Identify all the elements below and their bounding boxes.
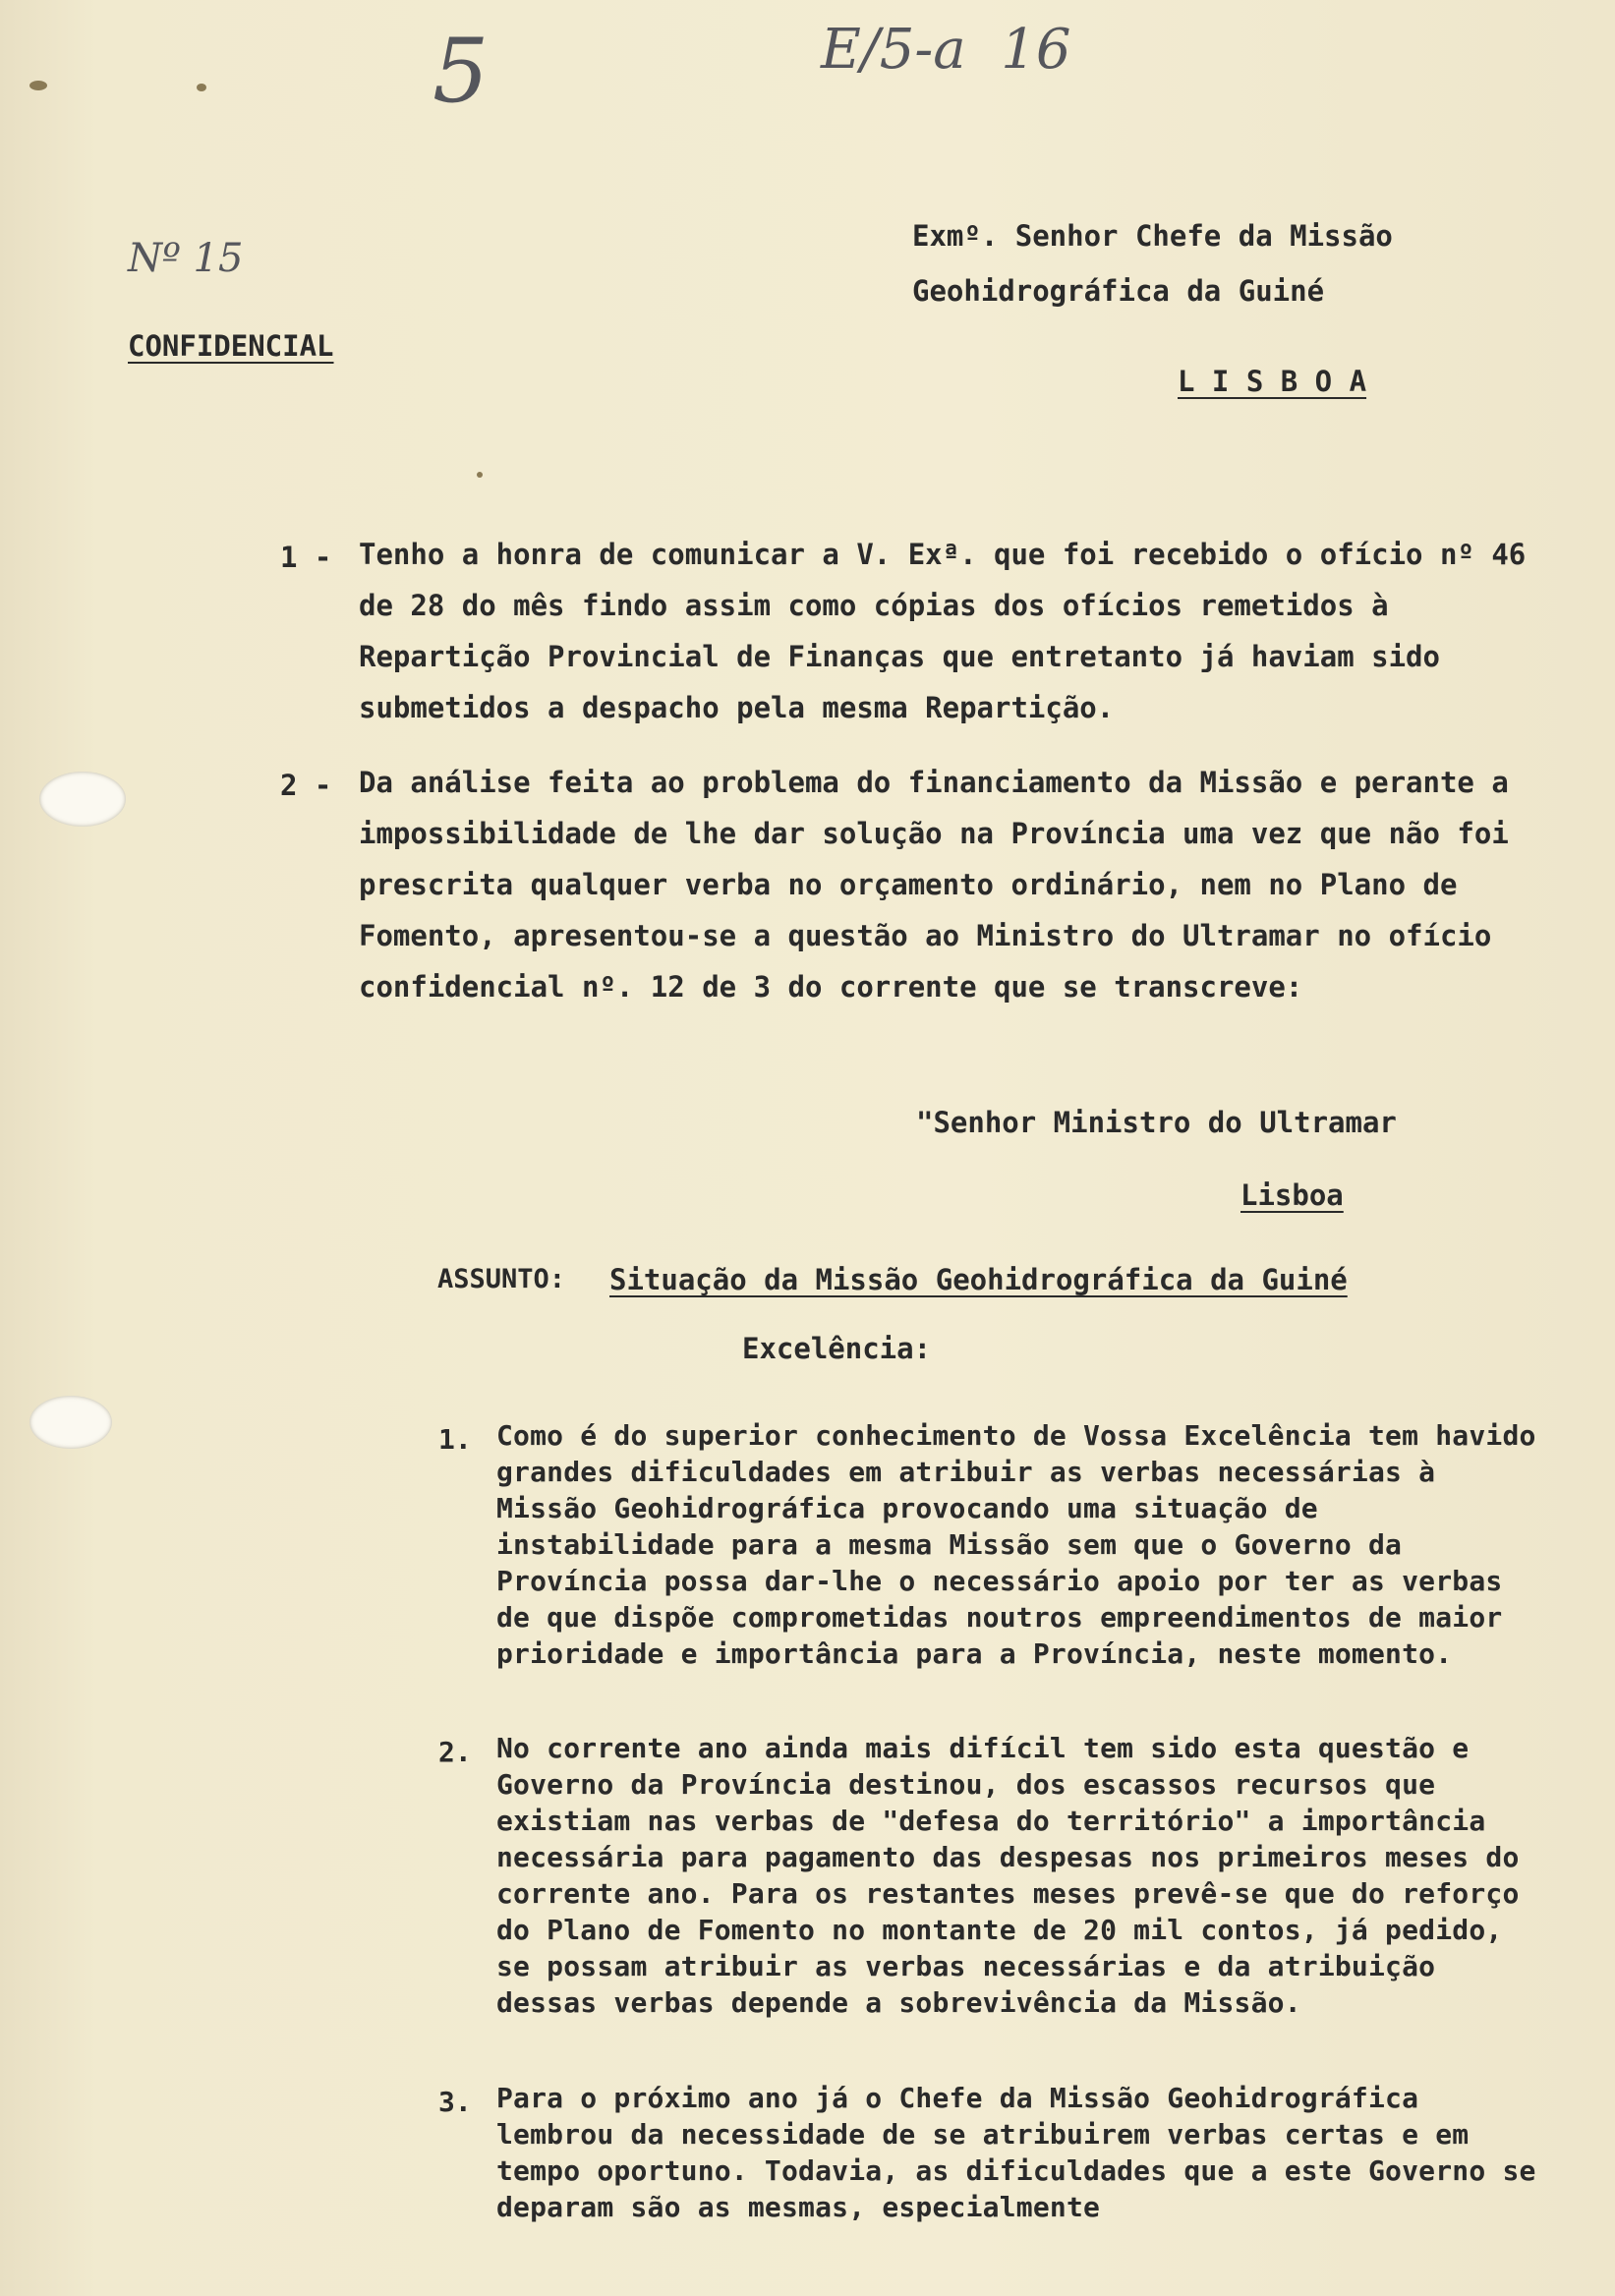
transcript-salutation: "Senhor Ministro do Ultramar bbox=[916, 1106, 1397, 1139]
paper-speck bbox=[477, 472, 483, 478]
paper-speck bbox=[197, 84, 206, 91]
classification-label: CONFIDENCIAL bbox=[128, 329, 334, 363]
paper-speck bbox=[29, 81, 47, 90]
item-2-text: No corrente ano ainda mais difícil tem sido esta questão e Governo da Província destinou, dos escassos recursos que existiam nas verbas de "defesa do território" a importância necessária para pagamento das despesas nos primeiros meses do corrente ano. Para os restantes meses prevê-se que do reforço do Plano de Fomento no montante de 20 mil contos, já pedido, se possam atribuir as verbas necessárias e da atribuição dessas verbas depende a sobrevivência da Missão. bbox=[496, 1732, 1520, 2019]
paragraph-2-number: 2 - bbox=[280, 769, 332, 802]
item-3-number: 3. bbox=[438, 2086, 472, 2118]
transcript-greeting: Excelência: bbox=[742, 1332, 932, 1365]
item-3-text: Para o próximo ano já o Chefe da Missão Geohidrográfica lembrou da necessidade de se atribuirem verbas certas e em tempo oportuno. Todavia, as dificuldades que a este Governo se deparam são as mesmas, especialmente bbox=[496, 2082, 1536, 2223]
transcript-subject: Situação da Missão Geohidrográfica da Guiné bbox=[609, 1263, 1348, 1296]
handwritten-archive-ref: E/5-a 16 bbox=[821, 18, 1071, 82]
paragraph-1-number: 1 - bbox=[280, 541, 332, 574]
addressee-line-2: Geohidrográfica da Guiné bbox=[912, 274, 1325, 308]
transcript-city: Lisboa bbox=[1240, 1178, 1344, 1212]
handwritten-doc-number: Nº 15 bbox=[128, 236, 244, 281]
item-2-number: 2. bbox=[438, 1736, 472, 1768]
handwritten-page-number: 5 bbox=[433, 20, 490, 123]
punch-hole-top bbox=[39, 772, 126, 827]
paragraph-1-text: Tenho a honra de comunicar a V. Exª. que foi recebido o ofício nº 46 de 28 do mês findo assim como cópias dos ofícios remetidos à Repartição Provincial de Finanças que entretanto já haviam sido submetidos a despacho pela mesma Repartição. bbox=[359, 538, 1527, 724]
item-1-number: 1. bbox=[438, 1423, 472, 1456]
addressee-city: L I S B O A bbox=[1178, 365, 1367, 398]
addressee-line-1: Exmº. Senhor Chefe da Missão bbox=[912, 219, 1393, 253]
item-1-text: Como é do superior conhecimento de Vossa Excelência tem havido grandes dificuldades em atribuir as verbas necessárias à Missão Geohidrográfica provocando uma situação de instabilidade para a mesma Missão sem que o Governo da Província possa dar-lhe o necessário apoio por ter as verbas de que dispõe comprometidas noutros empreendimentos de maior prioridade e importância para a Província, neste momento. bbox=[496, 1419, 1536, 1670]
transcript-subject-label: ASSUNTO: bbox=[437, 1264, 566, 1294]
paragraph-2-text: Da análise feita ao problema do financiamento da Missão e perante a impossibilidade de lhe dar solução na Província uma vez que não foi prescrita qualquer verba no orçamento ordinário, nem no Plano de Fomento, apresentou-se a questão ao Ministro do Ultramar no ofício confidencial nº. 12 de 3 do corrente que se transcreve: bbox=[359, 766, 1509, 1004]
punch-hole-bottom bbox=[29, 1396, 112, 1449]
